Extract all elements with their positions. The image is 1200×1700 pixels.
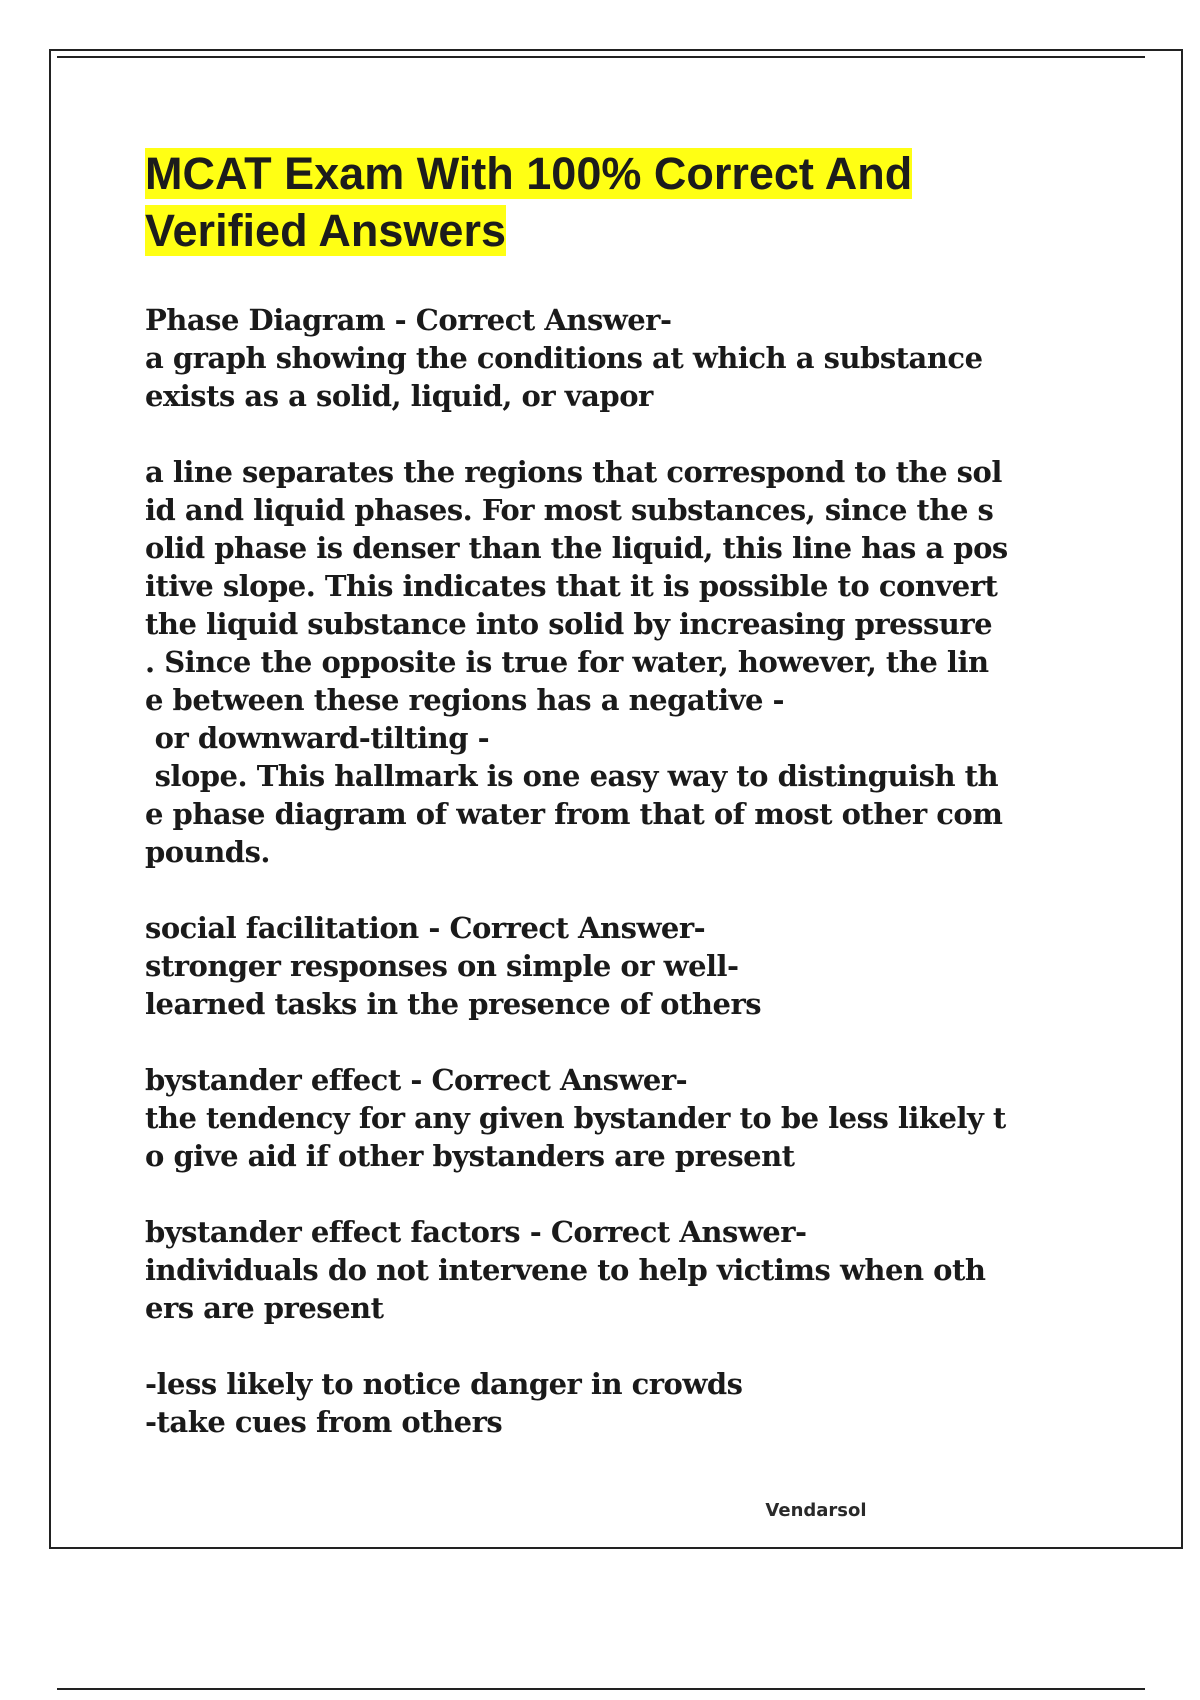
text-line: o give aid if other bystanders are present: [145, 1139, 795, 1173]
paragraph-phase-diagram: [145, 301, 1085, 415]
text-line: . Since the opposite is true for water, however, the lin: [145, 645, 989, 679]
text-line: stronger responses on simple or well-: [145, 949, 739, 983]
text-line: bystander effect - Correct Answer-: [145, 1063, 688, 1097]
text-line: -less likely to notice danger in crowds: [145, 1367, 743, 1401]
text-line: Phase Diagram - Correct Answer-: [145, 303, 672, 337]
text-line: bystander effect factors - Correct Answer-: [145, 1215, 807, 1249]
document-title: [145, 145, 1085, 259]
bottom-rule: [57, 1688, 1145, 1690]
paragraph-bystander-effect: [145, 1061, 1085, 1175]
text-line: ers are present: [145, 1291, 384, 1325]
top-rule: [57, 56, 1145, 58]
text-line: the liquid substance into solid by increasing pressure: [145, 607, 993, 641]
text-line: a graph showing the conditions at which a substance: [145, 341, 983, 375]
footer-brand: Vendarsol: [765, 1500, 867, 1521]
text-line: learned tasks in the presence of others: [145, 987, 762, 1021]
text-line: exists as a solid, liquid, or vapor: [145, 379, 653, 413]
text-line: -take cues from others: [145, 1405, 503, 1439]
text-line: the tendency for any given bystander to be less likely t: [145, 1101, 1006, 1135]
text-line: id and liquid phases. For most substances, since the s: [145, 493, 994, 527]
text-line: pounds.: [145, 835, 270, 869]
paragraph-phase-line-explanation: [145, 453, 1085, 871]
title-line-2: Verified Answers: [145, 205, 506, 256]
text-line: olid phase is denser than the liquid, this line has a pos: [145, 531, 1008, 565]
document-body: [145, 145, 1085, 1479]
text-line: a line separates the regions that correspond to the sol: [145, 455, 1002, 489]
text-line: e between these regions has a negative -: [145, 683, 785, 717]
text-line: individuals do not intervene to help victims when oth: [145, 1253, 986, 1287]
text-line: itive slope. This indicates that it is possible to convert: [145, 569, 998, 603]
paragraph-bystander-list: [145, 1365, 1085, 1441]
title-line-1: MCAT Exam With 100% Correct And: [145, 148, 913, 199]
text-line: or downward-tilting -: [145, 721, 490, 755]
paragraph-social-facilitation: [145, 909, 1085, 1023]
text-line: e phase diagram of water from that of most other com: [145, 797, 1003, 831]
text-line: social facilitation - Correct Answer-: [145, 911, 706, 945]
paragraph-bystander-effect-factors: [145, 1213, 1085, 1327]
text-line: slope. This hallmark is one easy way to distinguish th: [145, 759, 999, 793]
